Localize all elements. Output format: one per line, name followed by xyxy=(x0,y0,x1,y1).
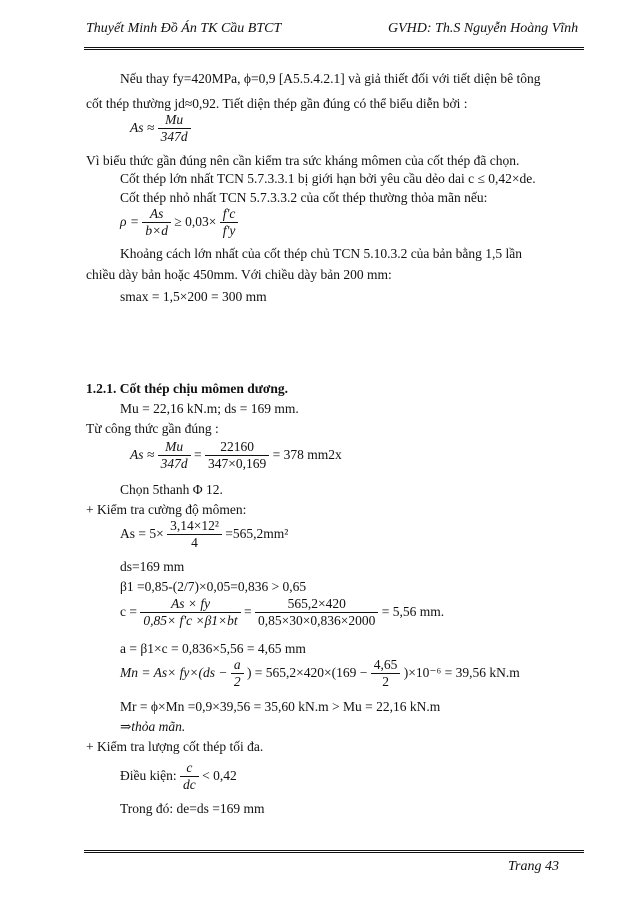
para-1-line-1: Nếu thay fy=420MPa, ϕ=0,9 [A5.5.4.2.1] và giả thiết đối với tiết diện bê tông xyxy=(120,71,541,86)
fraction-denominator: 0,85×30×0,836×2000 xyxy=(255,612,378,629)
formula-result: =565,2mm² xyxy=(225,525,289,541)
formula-condition xyxy=(120,760,237,793)
fraction-numerator: Mu xyxy=(165,112,184,127)
fraction-denominator: b×d xyxy=(142,222,171,239)
formula-as-area xyxy=(120,518,288,551)
fraction-numerator: c xyxy=(186,760,193,775)
mr-line: Mr = ϕ×Mn =0,9×39,56 = 35,60 kN.m > Mu = 22,16 kN.m xyxy=(120,699,441,714)
formula-mid: ) = 565,2×420×(169 − xyxy=(246,664,368,680)
mu-line: Mu = 22,16 kN.m; ds = 169 mm. xyxy=(120,401,299,416)
formula-lhs: As ≈ xyxy=(130,119,155,135)
fraction-denominator: 347d xyxy=(158,455,191,472)
fraction-numerator: a xyxy=(233,657,241,672)
formula-result: = 378 mm2x xyxy=(272,446,342,462)
formula-rho xyxy=(120,206,238,239)
a-line: a = β1×c = 0,836×5,56 = 4,65 mm xyxy=(120,641,306,656)
formula-rhs: < 0,42 xyxy=(202,767,237,783)
para-1-line-2: cốt thép thường jd≈0,92. Tiết diện thép gần đúng có thể biểu diễn bởi : xyxy=(86,96,468,111)
formula-lhs: Điều kiện: xyxy=(120,767,177,783)
formula-fraction xyxy=(167,518,222,551)
formula-mn xyxy=(120,657,520,690)
para-5-line-2: chiều dày bản hoặc 450mm. Với chiều dày bản 200 mm: xyxy=(86,267,392,282)
formula-as-approx xyxy=(130,112,191,145)
fraction-numerator: As × fy xyxy=(170,596,211,611)
fraction-denominator: 2 xyxy=(231,673,244,690)
equals-sign: = xyxy=(194,446,202,462)
fraction-numerator: 565,2×420 xyxy=(287,596,346,611)
fraction-denominator: 4 xyxy=(167,534,222,551)
equals-sign: = xyxy=(244,603,252,619)
fraction-numerator: f'c xyxy=(222,206,236,221)
footer-rule xyxy=(84,850,584,853)
para-4: Cốt thép nhỏ nhất TCN 5.7.3.3.2 của cốt thép thường thỏa mãn nếu: xyxy=(120,190,488,205)
para-5-line-1: Khoảng cách lớn nhất của cốt thép chủ TCN 5.10.3.2 của bản bằng 1,5 lần xyxy=(120,246,523,261)
fraction-denominator: 347×0,169 xyxy=(205,455,269,472)
header-left: Thuyết Minh Đồ Án TK Cầu BTCT xyxy=(86,21,282,36)
fraction-denominator: 2 xyxy=(371,673,401,690)
fraction-numerator: Mu xyxy=(165,439,184,454)
smax-line: smax = 1,5×200 = 300 mm xyxy=(120,289,267,304)
section-title: 1.2.1. Cốt thép chịu mômen dương. xyxy=(86,381,288,396)
formula-lhs: Mn = As× fy×(ds − xyxy=(120,664,228,680)
formula-as-calc xyxy=(130,439,342,472)
formula-fraction-2 xyxy=(371,657,401,690)
formula-fraction xyxy=(180,760,199,793)
choose-bars: Chọn 5thanh Φ 12. xyxy=(120,482,223,497)
beta-line: β1 =0,85-(2/7)×0,05=0,836 > 0,65 xyxy=(120,579,307,594)
fraction-denominator: 347d xyxy=(158,128,191,145)
satisfy-line: ⇒thỏa mãn. xyxy=(120,719,186,734)
para-3: Cốt thép lớn nhất TCN 5.7.3.3.1 bị giới hạn bởi yêu cầu dẻo dai c ≤ 0,42×de. xyxy=(120,171,536,186)
fraction-numerator: 4,65 xyxy=(373,657,398,672)
header-right: GVHD: Th.S Nguyễn Hoàng Vĩnh xyxy=(388,21,579,36)
formula-mid: ≥ 0,03× xyxy=(174,213,217,229)
fraction-denominator: f'y xyxy=(220,222,239,239)
formula-fraction xyxy=(158,112,191,145)
formula-fraction-2 xyxy=(205,439,269,472)
formula-result: )×10⁻⁶ = 39,56 kN.m xyxy=(403,664,520,680)
formula-fraction-2 xyxy=(255,596,378,629)
formula-fraction xyxy=(142,206,171,239)
fraction-denominator: dc xyxy=(180,776,199,793)
fraction-numerator: 3,14×12² xyxy=(170,518,219,533)
formula-fraction-2 xyxy=(220,206,239,239)
formula-fraction xyxy=(158,439,191,472)
fraction-denominator: 0,85× f'c ×β1×bt xyxy=(140,612,240,629)
check-max: + Kiểm tra lượng cốt thép tối đa. xyxy=(86,739,264,754)
page-number: Trang 43 xyxy=(508,859,559,874)
formula-lhs: As = 5× xyxy=(120,525,164,541)
check-moment: + Kiểm tra cường độ mômen: xyxy=(86,502,247,517)
where-line: Trong đó: de=ds =169 mm xyxy=(120,801,265,816)
header-rule xyxy=(84,47,584,50)
formula-fraction xyxy=(140,596,240,629)
fraction-numerator: 22160 xyxy=(220,439,255,454)
formula-lhs: ρ = xyxy=(120,213,139,229)
from-formula: Từ công thức gần đúng : xyxy=(86,421,219,436)
formula-c xyxy=(120,596,444,629)
ds-line: ds=169 mm xyxy=(120,559,185,574)
para-2: Vì biểu thức gần đúng nên cần kiểm tra sức kháng mômen của cốt thép đã chọn. xyxy=(86,153,520,168)
formula-lhs: c = xyxy=(120,603,137,619)
formula-lhs: As ≈ xyxy=(130,446,155,462)
fraction-numerator: As xyxy=(149,206,164,221)
formula-result: = 5,56 mm. xyxy=(381,603,445,619)
formula-fraction xyxy=(231,657,244,690)
